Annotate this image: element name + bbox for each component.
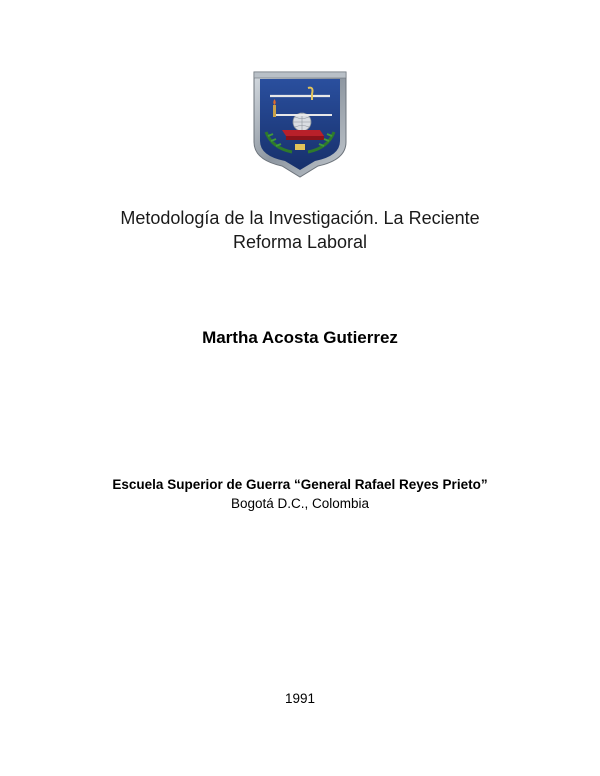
title-line-2: Reforma Laboral bbox=[232, 232, 368, 252]
military-school-crest-icon bbox=[252, 70, 348, 178]
document-title bbox=[60, 206, 540, 254]
publication-year: 1991 bbox=[284, 691, 316, 706]
title-line-1: Metodología de la Investigación. La Reciente bbox=[120, 208, 480, 228]
location-text: Bogotá D.C., Colombia bbox=[230, 496, 370, 511]
author-name: Martha Acosta Gutierrez bbox=[202, 328, 398, 347]
institution-name: Escuela Superior de Guerra “General Rafael Reyes Prieto” bbox=[112, 477, 488, 492]
